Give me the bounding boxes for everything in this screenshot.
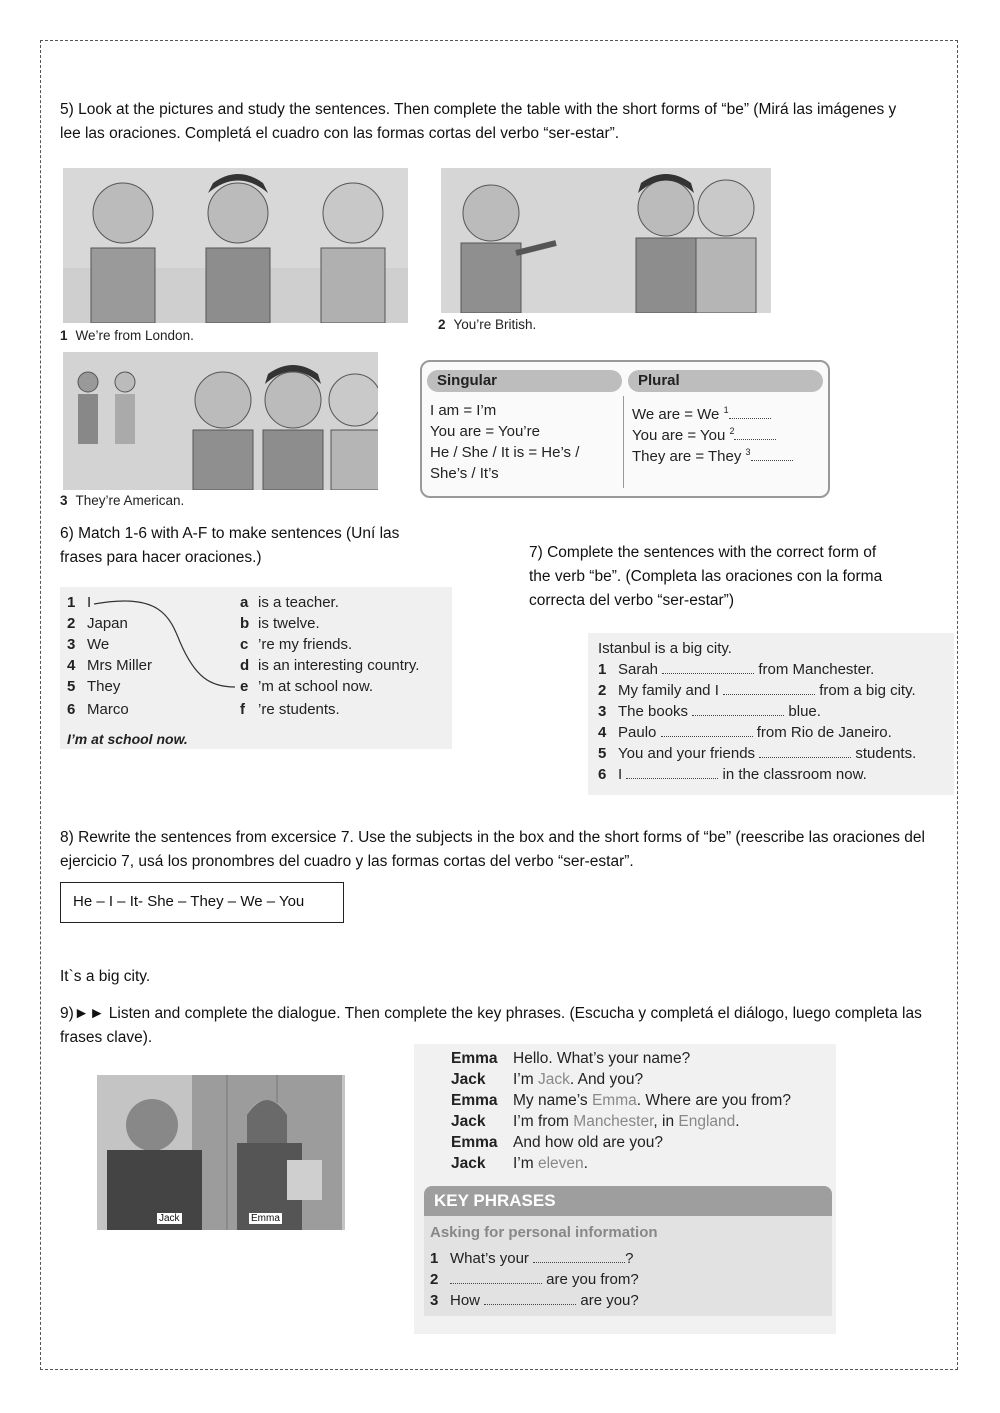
ex6-right-b[interactable]: b is twelve. [240, 615, 320, 632]
picture-1-illustration [63, 168, 408, 323]
ex6-right-c[interactable]: c ’re my friends. [240, 636, 353, 653]
ex6-left-5[interactable]: 5 They [67, 678, 121, 695]
ex5-instruction: 5) Look at the pictures and study the sentences. Then complete the table with the short forms of “be” (Mirá las imágenes y lee las oraciones. Completá el cuadro con las formas cortas del verbo “ser-estar”. [60, 101, 897, 142]
dialogue-photo-illustration [97, 1075, 345, 1230]
ex7-item-2: 2 My family and I from a big city. [598, 682, 916, 699]
ex7-item-1: 1 Sarah from Manchester. [598, 661, 875, 678]
ex6-instruction-2: frases para hacer oraciones.) [60, 549, 262, 566]
key-phrases-title: KEY PHRASES [424, 1186, 832, 1216]
ex6-example: I’m at school now. [67, 731, 188, 747]
picture-1 [63, 168, 408, 323]
ex7-blank-2[interactable] [723, 682, 815, 695]
ex7-blank-5[interactable] [759, 745, 851, 758]
ex6-left-1[interactable]: 1 I [67, 594, 92, 611]
photo-label-jack: Jack [159, 1213, 180, 1224]
ex7-item-4: 4 Paulo from Rio de Janeiro. [598, 724, 892, 741]
ex6-left-4[interactable]: 4 Mrs Miller [67, 657, 152, 674]
ex7-blank-6[interactable] [626, 766, 718, 779]
ex7-blank-4[interactable] [661, 724, 753, 737]
singular-line-3: He / She / It is = He’s / [430, 444, 580, 461]
plural-blank-2[interactable] [734, 427, 776, 440]
ex6-right-a[interactable]: a is a teacher. [240, 594, 339, 611]
plural-line-3: They are = They $^3$ [632, 442, 793, 467]
caption-3: 3 They’re American. [60, 493, 185, 508]
dialogue-line-3: Emma My name’s Emma. Where are you from? [451, 1092, 791, 1109]
ex7-instruction-3: correcta del verbo “ser-estar”) [529, 592, 735, 609]
singular-header: Singular [427, 370, 622, 392]
ex6-right-e[interactable]: e ’m at school now. [240, 678, 374, 695]
ex6-instruction-1: 6) Match 1-6 with A-F to make sentences (Uní las [60, 525, 400, 542]
ex7-blank-1[interactable] [662, 661, 754, 674]
ex6-left-2[interactable]: 2 Japan [67, 615, 128, 632]
key-phrase-1: 1 What’s your ? [430, 1250, 634, 1267]
subjects-box: He – I – It- She – They – We – You [60, 882, 344, 923]
ex6-right-f[interactable]: f ’re students. [240, 701, 340, 718]
picture-2 [441, 168, 771, 313]
dialogue-line-1: Emma Hello. What’s your name? [451, 1050, 691, 1067]
key-phrase-blank-3[interactable] [484, 1292, 576, 1305]
caption-1: 1 We’re from London. [60, 328, 194, 343]
plural-header: Plural [628, 370, 823, 392]
ex7-item-6: 6 I in the classroom now. [598, 766, 867, 783]
plural-line-2: You are = You $^2$ [632, 421, 776, 446]
ex7-instruction-2: the verb “be”. (Completa las oraciones con la forma [529, 568, 883, 585]
key-phrase-3: 3 How are you? [430, 1292, 639, 1309]
ex7-item-3: 3 The books blue. [598, 703, 821, 720]
dialogue-line-5: Emma And how old are you? [451, 1134, 663, 1151]
picture-3 [63, 352, 378, 490]
dialogue-photo [97, 1075, 345, 1230]
ex7-example: Istanbul is a big city. [598, 640, 732, 657]
picture-3-illustration [63, 352, 378, 490]
picture-2-illustration [441, 168, 771, 313]
short-forms-table [420, 360, 830, 498]
ex9-instruction: 9)►► Listen and complete the dialogue. Then complete the key phrases. (Escucha y completá el diálogo, luego completa las frases clave). [60, 1005, 922, 1046]
dialogue-line-4: Jack I’m from Manchester, in England. [451, 1113, 740, 1130]
dialogue-line-6: Jack I’m eleven. [451, 1155, 588, 1172]
table-divider [623, 396, 624, 488]
key-phrase-2: 2 are you from? [430, 1271, 639, 1288]
ex6-right-d[interactable]: d is an interesting country. [240, 657, 420, 674]
ex7-item-5: 5 You and your friends students. [598, 745, 917, 762]
ex6-left-3[interactable]: 3 We [67, 636, 110, 653]
plural-blank-1[interactable] [729, 406, 771, 419]
ex7-blank-3[interactable] [692, 703, 784, 716]
singular-line-4: She’s / It’s [430, 465, 499, 482]
singular-line-1: I am = I’m [430, 402, 497, 419]
singular-line-2: You are = You’re [430, 423, 540, 440]
ex8-example: It`s a big city. [60, 968, 151, 985]
dialogue-line-2: Jack I’m Jack. And you? [451, 1071, 644, 1088]
ex7-instruction-1: 7) Complete the sentences with the correct form of [529, 544, 877, 561]
key-phrase-blank-1[interactable] [533, 1250, 625, 1263]
key-phrases-subtitle: Asking for personal information [430, 1224, 658, 1241]
plural-line-1: We are = We $^1$ [632, 400, 771, 425]
ex6-left-6[interactable]: 6 Marco [67, 701, 129, 718]
key-phrase-blank-2[interactable] [450, 1271, 542, 1284]
photo-label-emma: Emma [251, 1213, 280, 1224]
caption-2: 2 You’re British. [438, 317, 537, 332]
plural-blank-3[interactable] [751, 448, 793, 461]
ex8-instruction: 8) Rewrite the sentences from excersice 7. Use the subjects in the box and the short forms of “be” (reescribe las oraciones del ejercicio 7, usá los pronombres del cuadro y las formas cortas del verbo “ser-estar”. [60, 829, 925, 870]
